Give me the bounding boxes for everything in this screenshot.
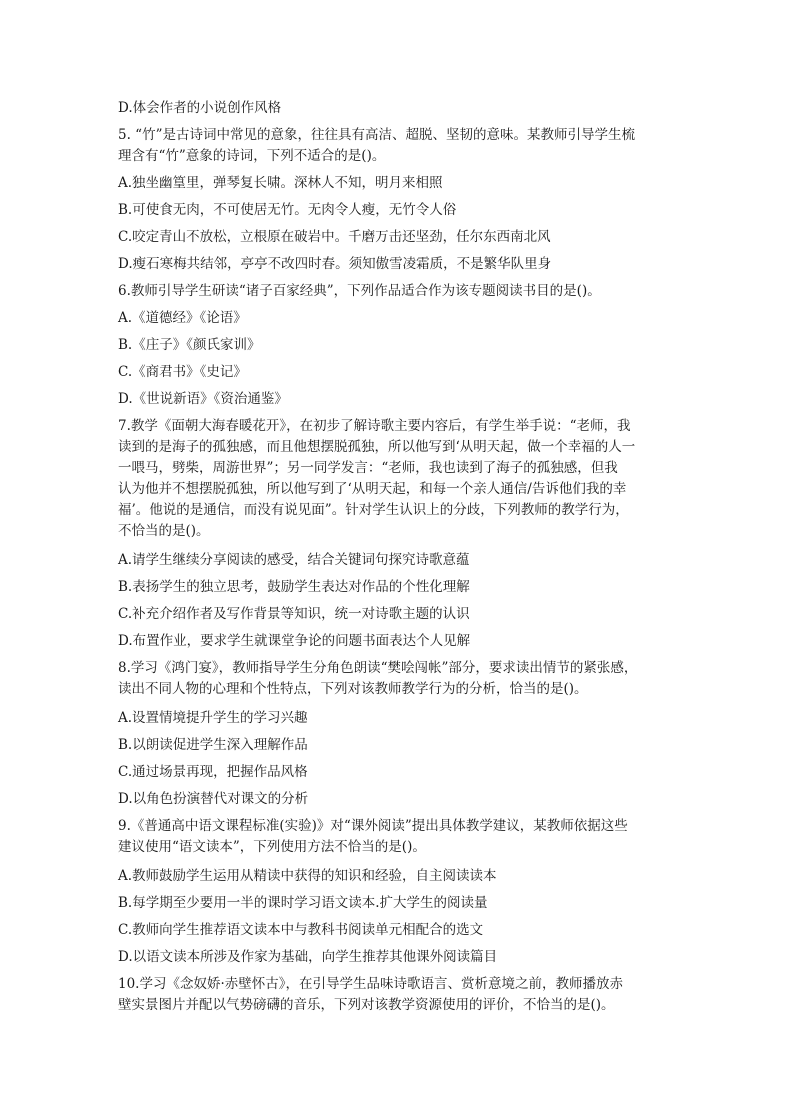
question-6-stem: 6.教师引导学生研读“诸子百家经典”，下列作品适合作为该专题阅读书目的是()。 bbox=[118, 283, 601, 299]
question-9-stem-cont: 建议使用“语文读本”，下列使用方法不恰当的是()。 bbox=[118, 839, 426, 855]
question-10-stem: 10.学习《念奴娇·赤壁怀古》，在引导学生品味诗歌语言、赏析意境之前，教师播放赤 bbox=[118, 976, 624, 992]
option-7b-text: B.表扬学生的独立思考，鼓励学生表达对作品的个性化理解 bbox=[118, 579, 470, 595]
question-7-stem-cont-3: 认为他并不想摆脱孤独，所以他写到了‘从明天起，和每一个亲人通信/告诉他们我的幸 bbox=[118, 481, 627, 497]
option-9b-text: B.每学期至少要用一半的课时学习语文读本.扩大学生的阅读量 bbox=[118, 895, 488, 911]
question-5-stem-cont: 理含有“竹”意象的诗词，下列不适合的是()。 bbox=[118, 148, 386, 164]
option-7c-text: C.补充介绍作者及写作背景等知识，统一对诗歌主题的认识 bbox=[118, 606, 470, 622]
question-8-stem-cont: 读出不同人物的心理和个性特点，下列对该教师教学行为的分析，恰当的是()。 bbox=[118, 681, 588, 697]
question-8-stem: 8.学习《鸿门宴》，教师指导学生分角色朗读“樊哙闯帐”部分，要求读出情节的紧张感， bbox=[118, 660, 638, 676]
option-7d-text: D.布置作业，要求学生就课堂争论的问题书面表达个人见解 bbox=[118, 633, 471, 649]
option-7a-text: A.请学生继续分享阅读的感受，结合关键词句探究诗歌意蕴 bbox=[118, 552, 470, 568]
question-10-stem-cont: 壁实景图片并配以气势磅礴的音乐，下列对该教学资源使用的评价，不恰当的是()。 bbox=[118, 997, 615, 1013]
question-9-stem: 9.《普通高中语文课程标准(实验)》对“课外阅读”提出具体教学建议，某教师依据这些 bbox=[118, 818, 628, 834]
option-5a-text: A.独坐幽篁里，弹琴复长啸。深林人不知，明月来相照 bbox=[118, 175, 443, 191]
option-8c-text: C.通过场景再现，把握作品风格 bbox=[118, 764, 308, 780]
question-5-stem: 5. “竹”是古诗词中常见的意象，往往具有高洁、超脱、坚韧的意味。某教师引导学生梳 bbox=[118, 127, 635, 143]
option-8a-text: A.设置情境提升学生的学习兴趣 bbox=[118, 710, 308, 726]
option-8b-text: B.以朗读促进学生深入理解作品 bbox=[118, 737, 308, 753]
option-9a-text: A.教师鼓励学生运用从精读中获得的知识和经验，自主阅读读本 bbox=[118, 868, 497, 884]
option-8d-text: D.以角色扮演替代对课文的分析 bbox=[118, 791, 309, 807]
option-6d-text: D.《世说新语》《资治通鉴》 bbox=[118, 391, 288, 407]
question-7-stem: 7.教学《面朝大海春暖花开》，在初步了解诗歌主要内容后，有学生举手说：“老师，我 bbox=[118, 418, 631, 434]
question-7-stem-cont-4: 福’。他说的是通信，而没有说见面”。针对学生认识上的分歧，下列教师的教学行为， bbox=[118, 502, 629, 518]
option-6a-text: A.《道德经》《论语》 bbox=[118, 310, 247, 326]
option-5b-text: B.可使食无肉，不可使居无竹。无肉令人瘦，无竹令人俗 bbox=[118, 202, 457, 218]
question-7-stem-cont-5: 不恰当的是()。 bbox=[118, 523, 210, 539]
option-9d-text: D.以语文读本所涉及作家为基础，向学生推荐其他课外阅读篇目 bbox=[118, 949, 498, 965]
question-7-stem-cont-1: 读到的是海子的孤独感，而且他想摆脱孤独，所以他写到‘从明天起，做一个幸福的人一 bbox=[118, 439, 636, 455]
question-7-stem-cont-2: 一喂马，劈柴，周游世界”；另一同学发言：“老师，我也读到了海子的孤独感，但我 bbox=[118, 460, 618, 476]
option-9c-text: C.教师向学生推荐语文读本中与教科书阅读单元相配合的选文 bbox=[118, 922, 484, 938]
option-5c-text: C.咬定青山不放松，立根原在破岩中。千磨万击还坚劲，任尔东西南北风 bbox=[118, 229, 551, 245]
option-4d-text: D.体会作者的小说创作风格 bbox=[118, 100, 282, 116]
option-6b-text: B.《庄子》《颜氏家训》 bbox=[118, 337, 261, 353]
option-6c-text: C.《商君书》《史记》 bbox=[118, 364, 247, 380]
option-5d-text: D.瘦石寒梅共结邻，亭亭不改四时春。须知傲雪凌霜质，不是繁华队里身 bbox=[118, 256, 552, 272]
